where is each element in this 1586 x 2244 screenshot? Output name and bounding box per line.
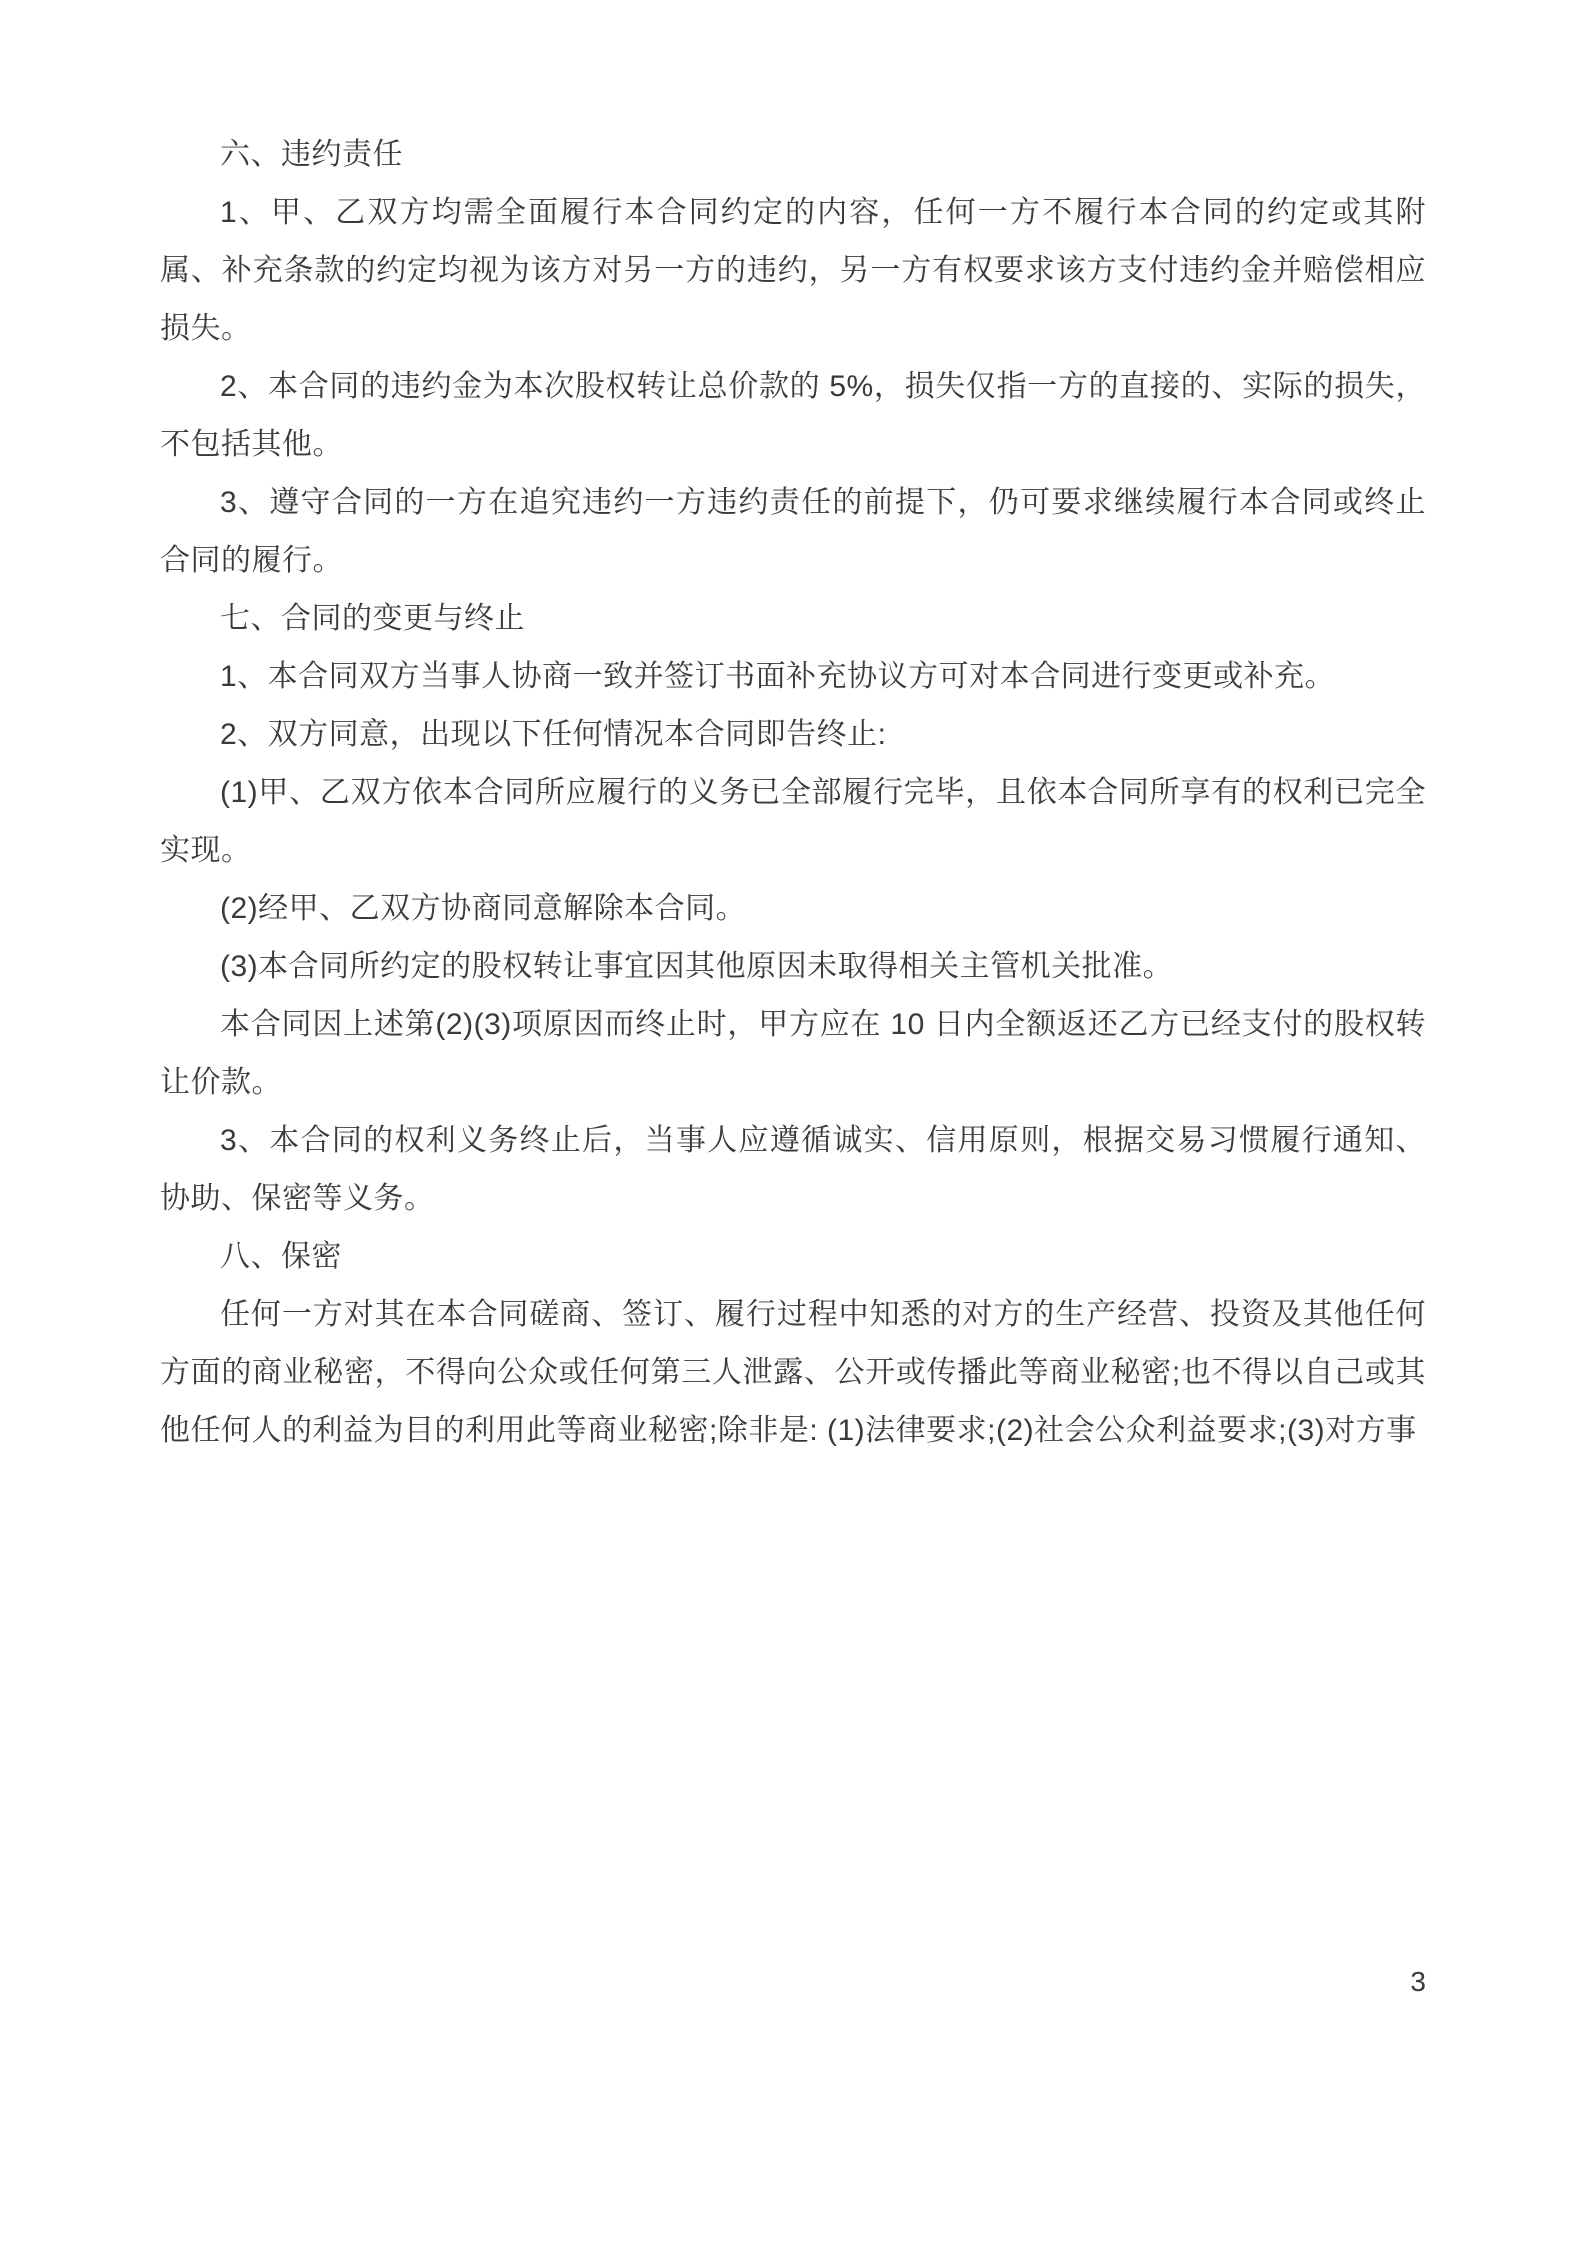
section-heading: 八、保密: [220, 1240, 342, 1273]
page-number: 3: [1410, 1966, 1426, 1997]
paragraph: 1、本合同双方当事人协商一致并签订书面补充协议方可对本合同进行变更或补充。: [220, 660, 1336, 693]
paragraph: (1)甲、乙双方依本合同所应履行的义务已全部履行完毕，且依本合同所享有的权利已完全实现。: [160, 776, 1426, 867]
paragraph: 本合同因上述第(2)(3)项原因而终止时，甲方应在 10 日内全额返还乙方已经支付的股权转让价款。: [160, 1008, 1426, 1099]
paragraph: (2)经甲、乙双方协商同意解除本合同。: [220, 892, 747, 925]
paragraph: 3、遵守合同的一方在追究违约一方违约责任的前提下，仍可要求继续履行本合同或终止合同的履行。: [160, 486, 1426, 577]
paragraph: 1、甲、乙双方均需全面履行本合同约定的内容，任何一方不履行本合同的约定或其附属、补充条款的约定均视为该方对另一方的违约，另一方有权要求该方支付违约金并赔偿相应损失。: [160, 196, 1426, 345]
section-heading: 六、违约责任: [220, 138, 403, 171]
paragraph: (3)本合同所约定的股权转让事宜因其他原因未取得相关主管机关批准。: [220, 950, 1174, 983]
paragraph: 2、本合同的违约金为本次股权转让总价款的 5%，损失仅指一方的直接的、实际的损失，不包括其他。: [160, 370, 1426, 461]
section-heading: 七、合同的变更与终止: [220, 602, 525, 635]
paragraph: 2、双方同意，出现以下任何情况本合同即告终止:: [220, 718, 887, 751]
paragraph: 3、本合同的权利义务终止后，当事人应遵循诚实、信用原则，根据交易习惯履行通知、协助、保密等义务。: [160, 1124, 1426, 1215]
paragraph: 任何一方对其在本合同磋商、签订、履行过程中知悉的对方的生产经营、投资及其他任何方面的商业秘密，不得向公众或任何第三人泄露、公开或传播此等商业秘密;也不得以自己或其他任何人的利益为目的利用此等商业秘密;除非是: (1)法律要求;(2)社会公众利益要求;(3)对方事: [160, 1298, 1426, 1447]
